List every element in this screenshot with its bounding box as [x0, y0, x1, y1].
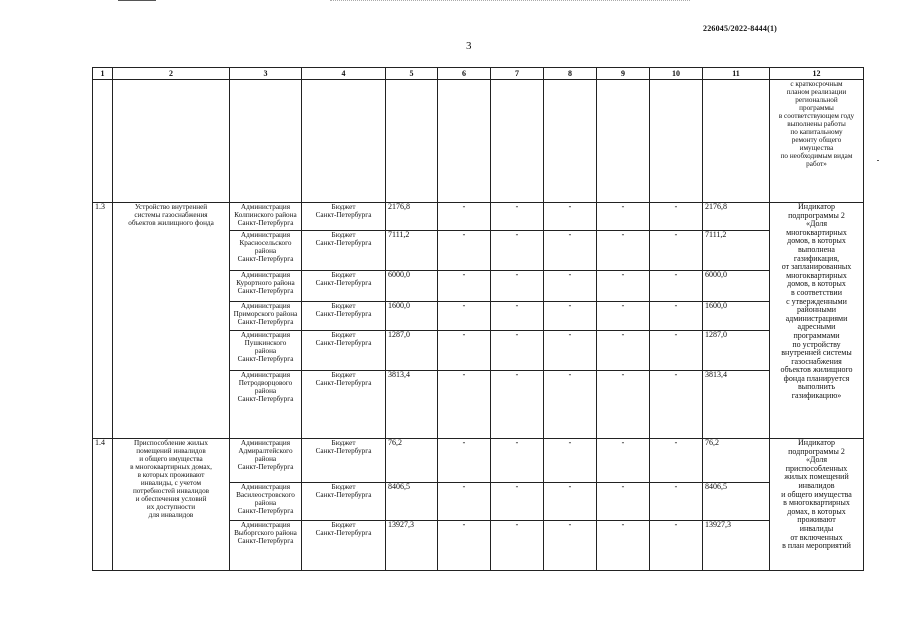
- column-header-9: 9: [597, 68, 650, 80]
- empty-cell: [93, 80, 113, 203]
- value-col8: -: [544, 483, 597, 521]
- empty-cell: [703, 80, 770, 203]
- funding-source: Бюджет Санкт-Петербурга: [302, 302, 386, 331]
- value-col9: -: [597, 483, 650, 521]
- value-col8: -: [544, 203, 597, 231]
- value-col7: -: [491, 203, 544, 231]
- amount-col5: 76,2: [386, 439, 438, 483]
- funding-source: Бюджет Санкт-Петербурга: [302, 521, 386, 571]
- amount-col11: 8406,5: [703, 483, 770, 521]
- column-header-11: 11: [703, 68, 770, 80]
- amount-col5: 8406,5: [386, 483, 438, 521]
- funding-source: Бюджет Санкт-Петербурга: [302, 371, 386, 439]
- page-number: 3: [466, 40, 472, 52]
- value-col6: -: [438, 302, 491, 331]
- column-header-5: 5: [386, 68, 438, 80]
- funding-source: Бюджет Санкт-Петербурга: [302, 439, 386, 483]
- executor: Администрация Курортного района Санкт-Петербурга: [230, 271, 302, 302]
- table-row: [93, 439, 864, 483]
- value-col7: -: [491, 231, 544, 271]
- amount-col5: 2176,8: [386, 203, 438, 231]
- column-header-12: 12: [770, 68, 864, 80]
- value-col6: -: [438, 331, 491, 371]
- funding-source: Бюджет Санкт-Петербурга: [302, 331, 386, 371]
- column-header-8: 8: [544, 68, 597, 80]
- column-header-1: 1: [93, 68, 113, 80]
- value-col10: -: [650, 371, 703, 439]
- program-table: [92, 67, 864, 571]
- header-row: [93, 68, 864, 80]
- funding-source: Бюджет Санкт-Петербурга: [302, 271, 386, 302]
- value-col6: -: [438, 521, 491, 571]
- funding-source: Бюджет Санкт-Петербурга: [302, 483, 386, 521]
- executor: Администрация Петродворцового района Санкт-Петербурга: [230, 371, 302, 439]
- indicator-text: Индикатор подпрограммы 2 «Доля приспособленных жилых помещений инвалидов и общего имущества в многоквартирных домах, в которых проживают инвалиды от включенных в план мероприятий: [770, 439, 864, 571]
- value-col10: -: [650, 331, 703, 371]
- empty-cell: [544, 80, 597, 203]
- column-header-10: 10: [650, 68, 703, 80]
- table-row: [93, 203, 864, 231]
- value-col9: -: [597, 439, 650, 483]
- column-header-2: 2: [113, 68, 230, 80]
- value-col7: -: [491, 521, 544, 571]
- amount-col11: 2176,8: [703, 203, 770, 231]
- value-col7: -: [491, 271, 544, 302]
- empty-cell: [230, 80, 302, 203]
- row-number: 1.4: [93, 439, 113, 571]
- value-col10: -: [650, 231, 703, 271]
- value-col9: -: [597, 203, 650, 231]
- value-col8: -: [544, 231, 597, 271]
- value-col10: -: [650, 521, 703, 571]
- value-col6: -: [438, 271, 491, 302]
- executor: Администрация Красносельского района Санкт-Петербурга: [230, 231, 302, 271]
- column-header-7: 7: [491, 68, 544, 80]
- value-col6: -: [438, 371, 491, 439]
- value-col9: -: [597, 371, 650, 439]
- amount-col11: 6000,0: [703, 271, 770, 302]
- value-col10: -: [650, 439, 703, 483]
- value-col10: -: [650, 271, 703, 302]
- amount-col5: 6000,0: [386, 271, 438, 302]
- value-col8: -: [544, 331, 597, 371]
- column-header-6: 6: [438, 68, 491, 80]
- amount-col11: 1287,0: [703, 331, 770, 371]
- amount-col11: 7111,2: [703, 231, 770, 271]
- amount-col5: 7111,2: [386, 231, 438, 271]
- executor: Администрация Василеостровского района Санкт-Петербурга: [230, 483, 302, 521]
- scan-speck: [877, 160, 879, 161]
- amount-col5: 1600,0: [386, 302, 438, 331]
- executor: Администрация Приморского района Санкт-Петербурга: [230, 302, 302, 331]
- value-col6: -: [438, 439, 491, 483]
- value-col10: -: [650, 302, 703, 331]
- value-col7: -: [491, 483, 544, 521]
- value-col8: -: [544, 371, 597, 439]
- amount-col11: 1600,0: [703, 302, 770, 331]
- value-col6: -: [438, 203, 491, 231]
- value-col7: -: [491, 371, 544, 439]
- value-col8: -: [544, 271, 597, 302]
- amount-col11: 13927,3: [703, 521, 770, 571]
- amount-col5: 1287,0: [386, 331, 438, 371]
- indicator-continuation: с краткосрочным планом реализации региональной программы в соответствующем году выполнены работы по капитальному ремонту общего имущества по необходимым видам работ»: [770, 80, 864, 203]
- executor: Администрация Выборгского района Санкт-Петербурга: [230, 521, 302, 571]
- activity-title: Устройство внутренней системы газоснабжения объектов жилищного фонда: [113, 203, 230, 439]
- empty-cell: [650, 80, 703, 203]
- amount-col5: 13927,3: [386, 521, 438, 571]
- amount-col11: 76,2: [703, 439, 770, 483]
- value-col8: -: [544, 302, 597, 331]
- column-header-4: 4: [302, 68, 386, 80]
- empty-cell: [113, 80, 230, 203]
- value-col7: -: [491, 302, 544, 331]
- executor: Администрация Колпинского района Санкт-Петербурга: [230, 203, 302, 231]
- value-col7: -: [491, 439, 544, 483]
- continuation-row: [93, 80, 864, 203]
- value-col9: -: [597, 331, 650, 371]
- funding-source: Бюджет Санкт-Петербурга: [302, 231, 386, 271]
- amount-col11: 3813,4: [703, 371, 770, 439]
- value-col9: -: [597, 302, 650, 331]
- value-col6: -: [438, 483, 491, 521]
- row-number: 1.3: [93, 203, 113, 439]
- column-header-3: 3: [230, 68, 302, 80]
- empty-cell: [597, 80, 650, 203]
- amount-col5: 3813,4: [386, 371, 438, 439]
- executor: Администрация Пушкинского района Санкт-Петербурга: [230, 331, 302, 371]
- indicator-text: Индикатор подпрограммы 2 «Доля многоквартирных домов, в которых выполнена газификация, от запланированных многоквартирных домов, в которых в соответствии с утвержденными районными администрациями адресными программами по устройству внутренней системы газоснабжения объектов жилищного фонда планируется выполнить газификацию»: [770, 203, 864, 439]
- empty-cell: [438, 80, 491, 203]
- funding-source: Бюджет Санкт-Петербурга: [302, 203, 386, 231]
- empty-cell: [302, 80, 386, 203]
- value-col9: -: [597, 231, 650, 271]
- value-col6: -: [438, 231, 491, 271]
- document-number: 226045/2022-8444(1): [703, 24, 778, 33]
- value-col9: -: [597, 271, 650, 302]
- scan-line-dotted: [330, 0, 690, 2]
- scan-line: [118, 0, 156, 1]
- value-col8: -: [544, 439, 597, 483]
- value-col9: -: [597, 521, 650, 571]
- executor: Администрация Адмиралтейского района Санкт-Петербурга: [230, 439, 302, 483]
- value-col8: -: [544, 521, 597, 571]
- empty-cell: [386, 80, 438, 203]
- value-col10: -: [650, 203, 703, 231]
- empty-cell: [491, 80, 544, 203]
- activity-title: Приспособление жилых помещений инвалидов и общего имущества в многоквартирных домах, в которых проживают инвалиды, с учетом потребностей инвалидов и обеспечения условий их доступности для инвалидов: [113, 439, 230, 571]
- value-col10: -: [650, 483, 703, 521]
- value-col7: -: [491, 331, 544, 371]
